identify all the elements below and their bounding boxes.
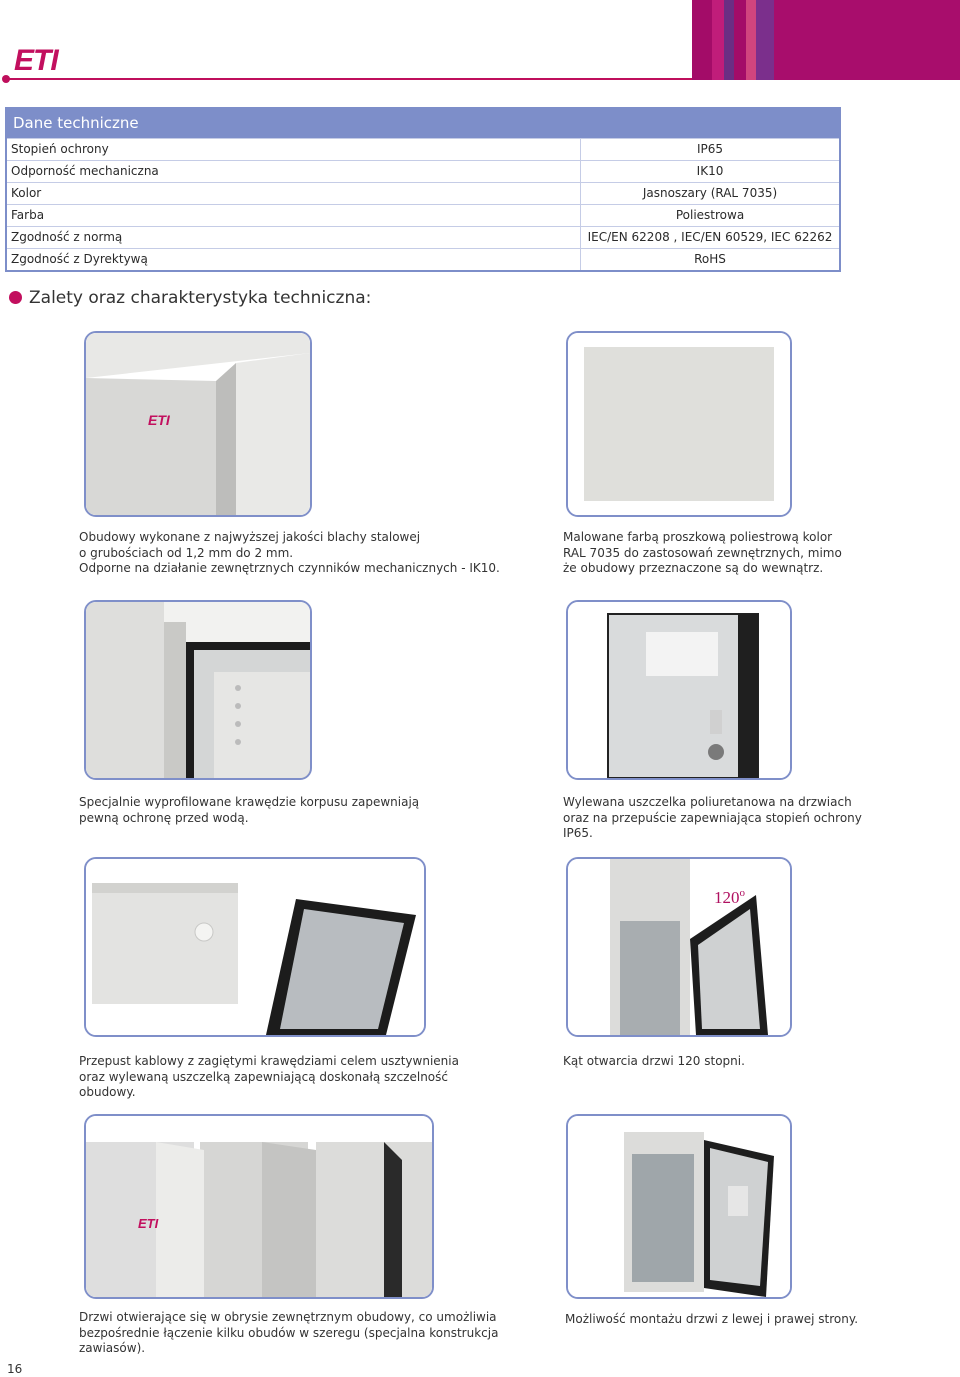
table-row [7, 204, 839, 226]
row-label: Odporność mechaniczna [7, 161, 581, 182]
section-heading [9, 288, 371, 308]
row-value: RoHS [694, 252, 726, 266]
caption-line: oraz wylewaną uszczelką zapewniającą doskonałą szczelność [79, 1069, 448, 1084]
caption-4 [563, 795, 943, 842]
caption-line: IP65. [563, 826, 593, 840]
caption-6 [563, 1054, 943, 1070]
caption-1 [79, 530, 509, 577]
row-label: Zgodność z Dyrektywą [7, 249, 581, 270]
caption-5 [79, 1054, 509, 1101]
caption-line: obudowy. [79, 1085, 136, 1099]
caption-line: Malowane farbą proszkową poliestrową kolor [563, 530, 833, 544]
caption-line: Przepust kablowy z zagiętymi krawędziami celem usztywnienia [79, 1054, 459, 1068]
photo-doors-in-row [84, 1114, 434, 1299]
caption-2 [563, 530, 943, 577]
section-title: Zalety oraz charakterystyka techniczna: [29, 288, 372, 308]
caption-line: bezpośrednie łączenie kilku obudów w szeregu (specjalna konstrukcja [79, 1325, 499, 1340]
row-value: IEC/EN 62208 , IEC/EN 60529, IEC 62262 [587, 230, 833, 244]
caption-8 [565, 1312, 945, 1328]
caption-7 [79, 1310, 509, 1357]
caption-line: że obudowy przeznaczone są do wewnątrz. [563, 561, 824, 575]
row-value: IP65 [696, 142, 724, 156]
row-label: Zgodność z normą [7, 227, 581, 248]
photo-cable-entry [84, 857, 426, 1037]
photo-enclosure-corner [84, 331, 312, 517]
photo-paint-texture [566, 331, 792, 517]
tech-data-table [5, 107, 841, 272]
caption-line: Specjalnie wyprofilowane krawędzie korpusu zapewniają [79, 795, 420, 809]
table-row [7, 226, 839, 248]
row-value: IK10 [696, 164, 724, 178]
table-row [7, 182, 839, 204]
row-label: Farba [7, 205, 581, 226]
caption-line: Możliwość montażu drzwi z lewej i prawej strony. [565, 1312, 859, 1326]
caption-3 [79, 795, 509, 826]
row-value: Poliestrowa [675, 208, 745, 222]
photo-profiled-edges [84, 600, 312, 780]
tech-table-title: Dane techniczne [7, 109, 839, 138]
page-number: 16 [7, 1362, 23, 1376]
caption-line: RAL 7035 do zastosowań zewnętrznych, mimo [563, 545, 842, 560]
header-color-stripes [692, 0, 960, 80]
caption-line: o grubościach od 1,2 mm do 2 mm. [79, 545, 294, 560]
table-row [7, 160, 839, 182]
row-value: Jasnoszary (RAL 7035) [642, 186, 778, 200]
photo-door-angle [566, 857, 792, 1037]
row-label: Stopień ochrony [7, 139, 581, 160]
bullet-dot [9, 291, 22, 304]
caption-line: Kąt otwarcia drzwi 120 stopni. [563, 1054, 745, 1068]
eti-logo: ETI [14, 44, 58, 77]
caption-line: zawiasów). [79, 1341, 146, 1355]
caption-line: pewną ochronę przed wodą. [79, 810, 249, 825]
caption-line: oraz na przepuście zapewniająca stopień ochrony [563, 810, 862, 825]
photo-eti-logo: ETI [148, 412, 170, 428]
caption-line: Wylewana uszczelka poliuretanowa na drzwiach [563, 795, 852, 809]
angle-label: 120$^o$ [714, 887, 745, 907]
caption-line: Obudowy wykonane z najwyższej jakości blachy stalowej [79, 530, 421, 544]
table-row [7, 248, 839, 270]
photo-eti-logo: ETI [138, 1216, 159, 1231]
caption-line: Odporne na działanie zewnętrznych czynników mechanicznych - IK10. [79, 561, 500, 575]
photo-door-gasket [566, 600, 792, 780]
table-row [7, 138, 839, 160]
caption-line: Drzwi otwierające się w obrysie zewnętrznym obudowy, co umożliwia [79, 1310, 497, 1324]
row-label: Kolor [7, 183, 581, 204]
photo-reversible-door [566, 1114, 792, 1299]
